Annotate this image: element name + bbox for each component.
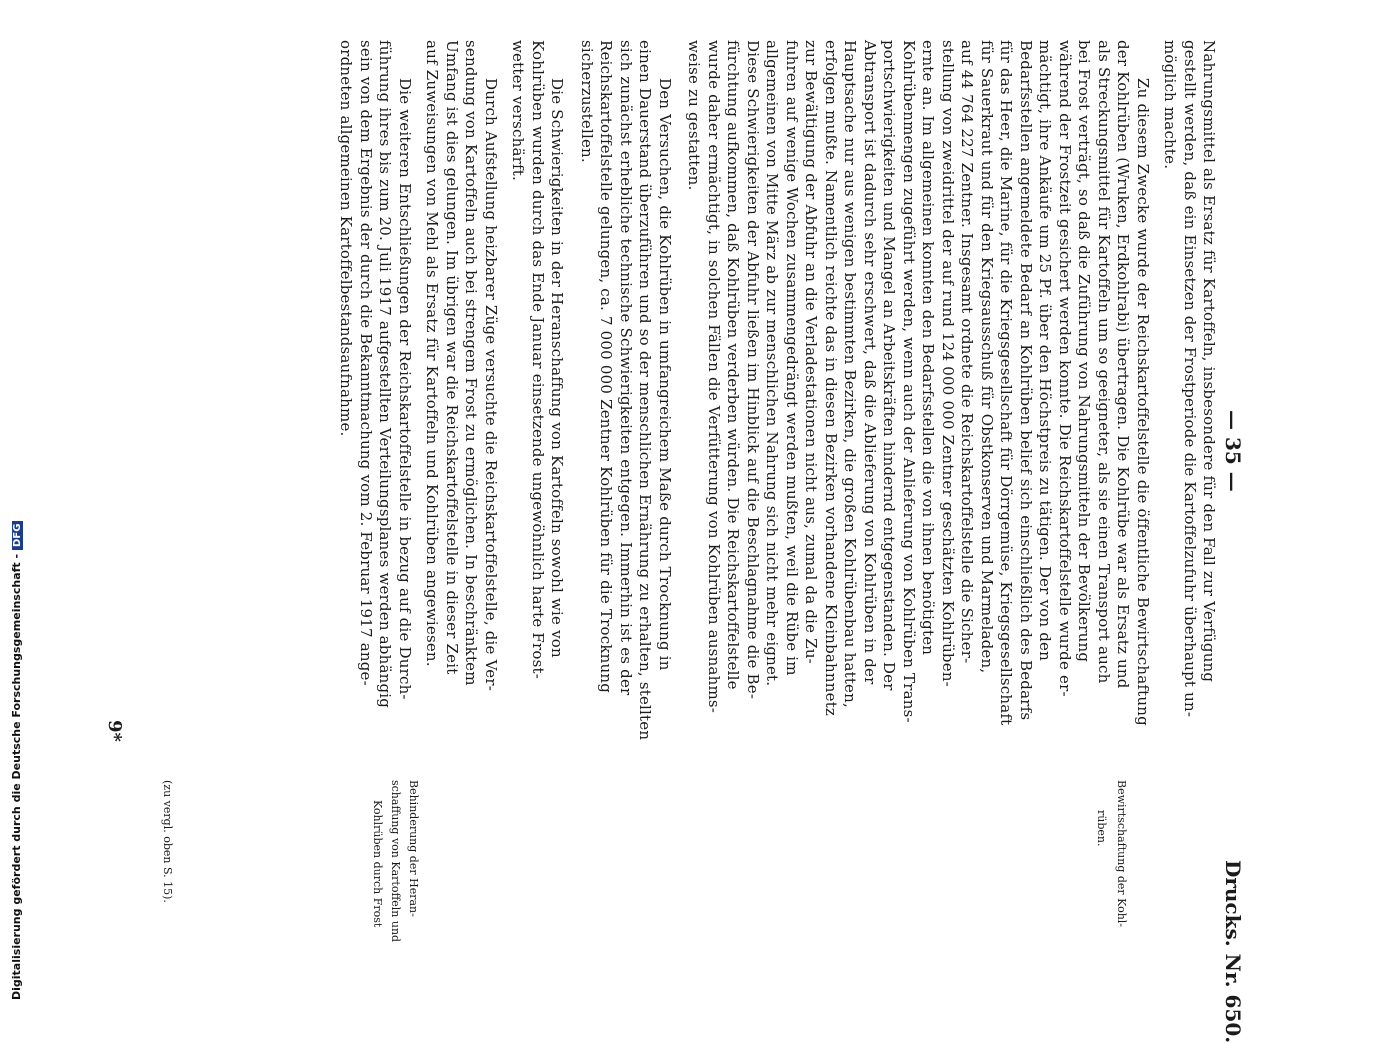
margin-note-2b: schaffung von Kartoffeln und xyxy=(389,780,402,943)
text-line: ernte an. Im allgemeinen konnten den Bedarfsstellen die von ihnen benötigten xyxy=(919,40,937,656)
text-line: stellung von zweidrittel der auf rund 124 000 000 Zentner geschätzten Kohlrüben- xyxy=(938,40,957,687)
text-line: Die Schwierigkeiten in der Heranschaffung von Kartoffeln sowohl wie von xyxy=(548,78,566,658)
margin-note-3: (zu vergl. oben S. 15). xyxy=(161,780,174,903)
text-line: ordneten allgemeinen Kartoffelbestandsaufnahme. xyxy=(337,40,355,437)
text-line: als Streckungsmittel für Kartoffeln um so geeigneter, als sie einen Transport auch xyxy=(1094,40,1113,684)
text-line: Hauptsache nur aus wenigen bestimmten Bezirken, die großen Kohlrübenbau hatten, xyxy=(841,40,859,708)
document-reference: Drucks. Nr. 650. xyxy=(1221,860,1245,1043)
text-line: Den Versuchen, die Kohlrüben in umfangreichem Maße durch Trocknung in xyxy=(655,78,674,671)
text-line: mächtigt, ihre Ankäufe um 25 Pf. über den Höchstpreis zu tätigen. Der von den xyxy=(1036,40,1054,661)
text-line: Diese Schwierigkeiten der Abfuhr ließen im Hinblick auf die Beschlagnahme die Be- xyxy=(743,40,762,700)
margin-note-2c: Kohlrüben durch Frost xyxy=(371,800,384,928)
text-line: sich zunächst erhebliche technische Schwierigkeiten entgegen. Immerhin ist es der xyxy=(616,40,635,696)
margin-note-1b: rüben. xyxy=(1095,810,1108,847)
text-line: auf Zuweisungen von Mehl als Ersatz für Kartoffeln und Kohlrüben angewiesen. xyxy=(423,40,441,667)
text-line: sein von dem Ergebnis der durch die Bekanntmachung vom 2. Februar 1917 ange- xyxy=(356,40,375,686)
text-line: Kohlrübenmengen zugeführt werden, wenn auch der Anlieferung von Kohlrüben Trans- xyxy=(899,40,918,723)
margin-note-1a: Bewirtschaftung der Kohl- xyxy=(1115,780,1128,928)
text-line: fürchtung aufkommen, daß Kohlrüben verderben würden. Die Reichskartoffelstelle xyxy=(724,40,742,690)
text-line: weise zu gestatten. xyxy=(685,40,703,191)
text-line: der Kohlrüben (Wruken, Erdkohlrabi) übertragen. Die Kohlrübe war als Ersatz und xyxy=(1114,40,1132,689)
text-line: Nahrungsmittel als Ersatz für Kartoffeln, insbesondere für den Fall zur Verfügung xyxy=(1200,40,1218,683)
text-line: zur Bewältigung der Abfuhr an die Verladestationen nicht aus, zumal da die Zu- xyxy=(802,40,820,664)
text-line: führung ihres bis zum 20. Juli 1917 aufgestellten Verteilungsplanes werden abhängig xyxy=(376,40,394,709)
text-line: sendung von Kartoffeln auch bei strengem Frost zu ermöglichen. In beschränktem xyxy=(462,40,480,686)
text-line: möglich machte. xyxy=(1161,40,1179,170)
text-line: wurde daher ermächtigt, in solchen Fällen die Verfütterung von Kohlrüben ausnahms- xyxy=(704,40,723,714)
text-line: einen Dauerstand überzuführen und so der menschlichen Ernährung zu erhalten, stellten xyxy=(636,40,654,741)
text-line: Die weiteren Entschließungen der Reichskartoffelstelle in bezug auf die Durch- xyxy=(395,78,414,700)
text-line: erfolgen mußte. Namentlich reichte das in diesen Bezirken vorhandene Kleinbahnnetz xyxy=(821,40,840,717)
page-number: — 35 — xyxy=(1221,410,1245,492)
footer-text: Digitalisierung gefördert durch die Deutsche Forschungsgemeinschaft - xyxy=(10,553,23,1000)
text-line: Zu diesem Zwecke wurde der Reichskartoffelstelle die öffentliche Bewirtschaftung xyxy=(1133,78,1152,726)
text-line: während der Frostzeit gesichert werden konnte. Die Reichskartoffelstelle wurde er- xyxy=(1055,40,1074,697)
text-line: für das Heer, die Marine, für die Kriegsgesellschaft für Dörrgemüse, Kriegsgesellschaft xyxy=(997,40,1015,726)
text-line: gestellt werden, daß ein Einsetzen der Frostperiode die Kartoffelzufuhr überhaupt un- xyxy=(1180,40,1199,718)
text-line: sicherzustellen. xyxy=(577,40,596,163)
text-line: portschwierigkeiten und Mangel an Arbeitskräften hindernd entgegenstanden. Der xyxy=(880,40,898,691)
text-line: allgemeinen von Mitte März ab zur menschlichen Nahrung sich nicht mehr eignet. xyxy=(763,40,781,687)
text-line: Reichskartoffelstelle gelungen, ca. 7 000 000 Zentner Kohlrüben für die Trocknung xyxy=(597,40,615,694)
footer-credit xyxy=(10,521,23,1000)
text-line: für Sauerkraut und für den Kriegsausschuß für Obstkonserven und Marmeladen, xyxy=(977,40,996,674)
text-line: auf 44 764 227 Zentner. Insgesamt ordnete die Reichskartoffelstelle die Sicher- xyxy=(958,40,976,664)
text-line: Bedarfsstellen angemeldete Bedarf an Kohlrüben belief sich einschließlich des Bedarfs xyxy=(1016,40,1035,721)
dfg-logo: DFG xyxy=(12,521,23,550)
text-line: fuhren auf wenige Wochen zusammengedrängt werden mußten, weil die Rübe im xyxy=(782,40,801,676)
text-line: Umfang ist dies gelungen. Im übrigen war die Reichskartoffelstelle in dieser Zeit xyxy=(442,40,461,675)
text-line: Durch Aufstellung heizbarer Züge versuchte die Reichskartoffelstelle, die Ver- xyxy=(481,78,500,691)
text-line: bei Frost verträgt, so daß die Zuführung von Nahrungsmitteln der Bevölkerung xyxy=(1075,40,1093,663)
signature-mark: 9* xyxy=(104,720,125,742)
text-line: wetter verschärft. xyxy=(509,40,527,181)
text-line: Kohlrüben wurden durch das Ende Januar einsetzende ungewöhnlich harte Frost- xyxy=(528,40,547,679)
margin-note-2a: Behinderung der Heran- xyxy=(407,780,420,917)
text-line: Abtransport ist dadurch sehr erschwert, daß die Ablieferung von Kohlrüben in der xyxy=(860,40,879,685)
